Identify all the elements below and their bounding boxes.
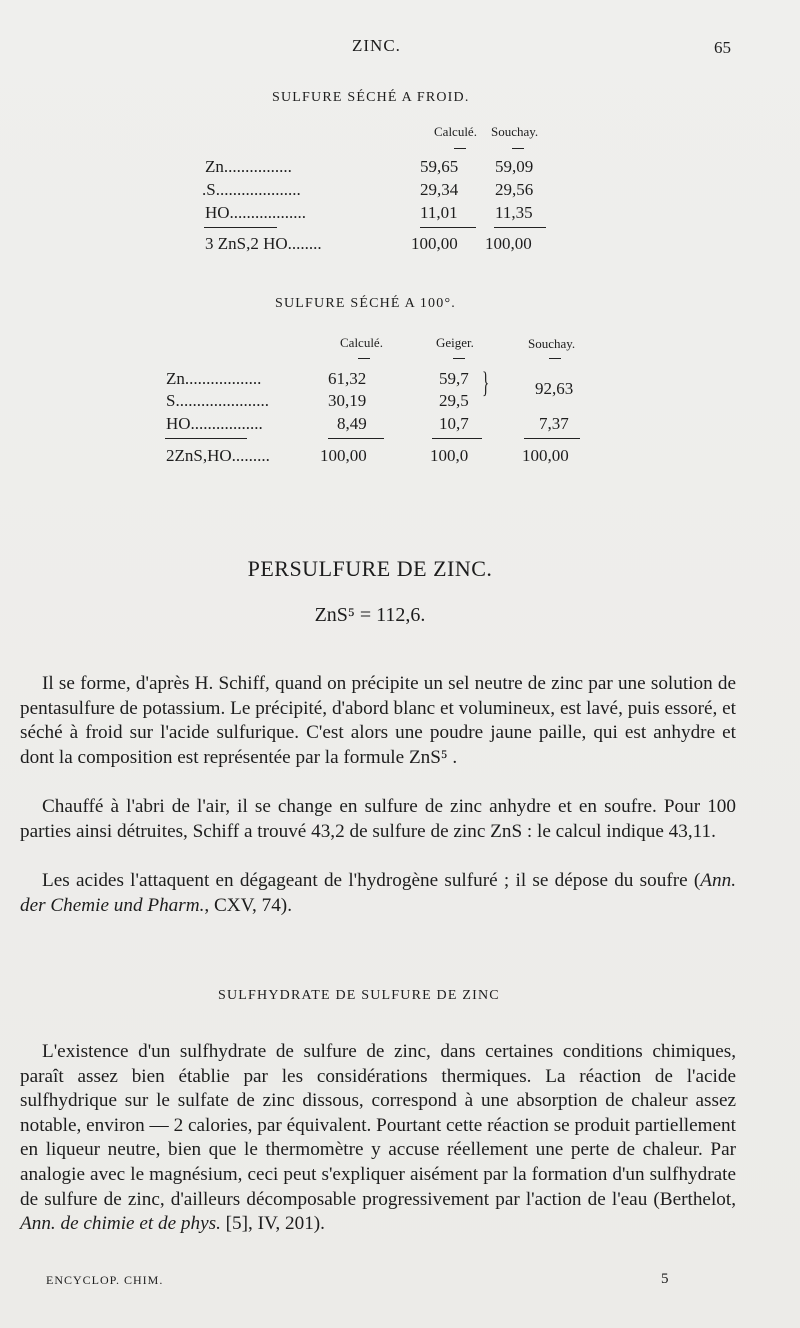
table1-rule-calc <box>420 227 476 228</box>
formula: ZnS⁵ = 112,6. <box>314 604 426 626</box>
table2-row-geiger: 29,5 <box>439 391 469 410</box>
table2-row-geiger: 59,7 <box>439 369 469 388</box>
table1-row-label: .S.................... <box>202 180 301 199</box>
table1-row-calc: 11,01 <box>420 203 458 222</box>
table2-rule-geiger <box>432 438 482 439</box>
table1-title: SULFURE SÉCHÉ A FROID. <box>272 90 470 105</box>
table2-row-calc: 8,49 <box>337 414 367 433</box>
table1-rule-souchay <box>494 227 546 228</box>
section-title-persulfure: PERSULFURE DE ZINC. <box>247 556 493 581</box>
paragraph: Il se forme, d'après H. Schiff, quand on précipite un sel neutre de zinc par une solution de pentasulfure de potassium. Le précipité, d'abord blanc et volumineux, est lavé, puis essoré, et séché à froid sur l'acide sulfurique. C'est alors une poudre jaune paille, qui est anhydre et dont la composition est représentée par la formule ZnS⁵ . <box>20 673 736 768</box>
table1-rule-label <box>204 227 277 228</box>
paragraph-text: L'existence d'un sulfhydrate de sulfure de zinc, dans certaines conditions chimiques, paraît assez bien établie par les considérations thermiques. La réaction de l'acide sulfhydrique sur le sulfate de zinc dissous, correspond à une absorption de chaleur assez notable, environ — 2 calories, par équivalent. Pourtant cette réaction se produit partiellement en liqueur neutre, bien que le thermomètre y accuse réellement une perte de chaleur. Par analogie avec le magnésium, ceci peut s'expliquer aisément par la formation d'un sulfhydrate de sulfure de zinc, d'ailleurs décomposable progressivement par l'action de l'eau (Berthelot, <box>20 1041 736 1210</box>
table1-row-souchay: 59,09 <box>495 157 534 176</box>
table1-row-label: HO.................. <box>205 203 307 222</box>
footer-left: ENCYCLOP. CHIM. <box>46 1273 164 1287</box>
paragraph <box>20 1040 736 1237</box>
table2-row-calc: 61,32 <box>328 369 367 388</box>
footer-signature-mark: 5 <box>661 1271 669 1287</box>
page-number: 65 <box>714 38 731 57</box>
table1-row-label: Zn................ <box>205 157 292 176</box>
reference-title: Ann. de chimie et de phys. <box>20 1213 221 1235</box>
reference-title: Ann. der Chemie und Pharm. <box>20 870 736 916</box>
table1-row-calc: 29,34 <box>420 180 459 199</box>
table2-dash-calc <box>358 358 370 359</box>
table1-col-souchay: Souchay. <box>491 124 539 139</box>
table2-brace: } <box>482 366 490 399</box>
table2-total-geiger: 100,0 <box>430 446 469 465</box>
table2-row-label: S...................... <box>166 391 269 410</box>
paragraph: Chauffé à l'abri de l'air, il se change en sulfure de zinc anhydre et en soufre. Pour 100 parties ainsi détruites, Schiff a trouvé 43,2 de sulfure de zinc ZnS : le calcul indique 43,11. <box>20 796 736 842</box>
table2-rule-souchay <box>524 438 580 439</box>
running-title: ZINC. <box>352 36 401 55</box>
table2-total-calc: 100,00 <box>320 446 367 465</box>
section-title-sulfhydrate: SULFHYDRATE DE SULFURE DE ZINC <box>218 988 500 1003</box>
table2-col-geiger: Geiger. <box>436 335 474 350</box>
table2-total-label: 2ZnS,HO......... <box>166 446 270 465</box>
table2-col-calc: Calculé. <box>340 335 383 350</box>
table2-dash-souchay <box>549 358 561 359</box>
table1-row-souchay: 11,35 <box>495 203 533 222</box>
table2-rule-label <box>165 438 247 439</box>
table2-souchay-merged: 92,63 <box>535 379 574 398</box>
table2-row-label: Zn.................. <box>166 369 262 388</box>
table1-row-souchay: 29,56 <box>495 180 534 199</box>
paragraph-text: , CXV, 74). <box>204 894 292 916</box>
paragraph-text: [5], IV, 201). <box>220 1213 325 1235</box>
paragraph-text: Les acides l'attaquent en dégageant de l'hydrogène sulfuré ; il se dépose du soufre ( <box>42 870 701 891</box>
table2-row-calc: 30,19 <box>328 391 367 410</box>
table2-rule-calc <box>328 438 384 439</box>
table1-total-label: 3 ZnS,2 HO........ <box>205 234 322 253</box>
table2-row-souchay: 7,37 <box>539 414 569 433</box>
table2-dash-geiger <box>453 358 465 359</box>
table1-total-souchay: 100,00 <box>485 234 532 253</box>
table1-dash-souchay <box>512 148 524 149</box>
table2-title: SULFURE SÉCHÉ A 100°. <box>275 296 456 311</box>
table1-col-calc: Calculé. <box>434 124 477 139</box>
table2-row-label: HO................. <box>166 414 263 433</box>
table2-col-souchay: Souchay. <box>528 336 576 351</box>
table1-row-calc: 59,65 <box>420 157 459 176</box>
table2-total-souchay: 100,00 <box>522 446 569 465</box>
paragraph <box>20 869 736 918</box>
table2-row-geiger: 10,7 <box>439 414 469 433</box>
table1-dash-calc <box>454 148 466 149</box>
table1-total-calc: 100,00 <box>411 234 458 253</box>
